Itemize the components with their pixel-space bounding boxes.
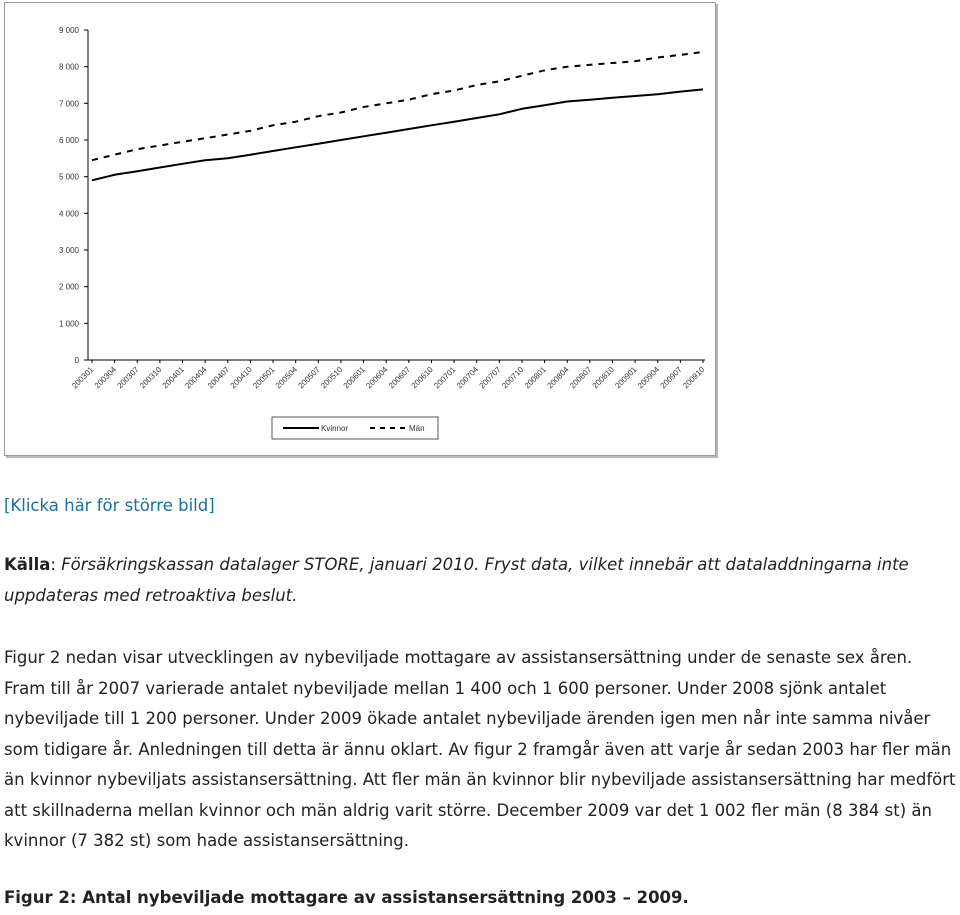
x-tick-label: 200807	[568, 365, 594, 391]
x-tick-label: 200801	[522, 365, 549, 391]
y-tick-label: 1 000	[58, 319, 79, 329]
x-axis	[70, 360, 707, 390]
series-line-man	[92, 52, 703, 160]
x-tick-label: 200301	[70, 365, 96, 391]
x-tick-label: 200407	[205, 365, 232, 391]
chart	[4, 2, 716, 456]
line-chart	[5, 3, 715, 455]
enlarge-image-link[interactable]: [Klicka här för större bild]	[4, 496, 215, 515]
legend-label-kvinnor: Kvinnor	[321, 424, 349, 433]
x-tick-label: 200901	[613, 365, 639, 391]
x-tick-label: 200607	[386, 365, 413, 391]
source-label: Källa	[4, 555, 51, 574]
x-tick-label: 200907	[658, 365, 684, 391]
x-tick-label: 200810	[590, 365, 616, 391]
legend	[272, 417, 438, 439]
x-tick-label: 200510	[319, 365, 345, 391]
x-tick-label: 200307	[115, 365, 141, 391]
x-tick-label: 200504	[273, 365, 300, 391]
series-lines	[92, 52, 703, 180]
y-tick-label: 9 000	[58, 26, 79, 35]
y-tick-label: 4 000	[58, 209, 79, 219]
series-line-kvinnor	[92, 89, 703, 180]
x-tick-label: 200404	[183, 365, 209, 391]
source-text: Försäkringskassan datalager STORE, januari 2010. Fryst data, vilket innebär att dataladdningarna inte uppdateras med retroaktiva beslut.	[4, 555, 909, 605]
x-tick-label: 200601	[341, 365, 367, 391]
body-paragraph: Figur 2 nedan visar utvecklingen av nybeviljade mottagare av assistansersättning under de senaste sex åren. Fram till år 2007 varierade antalet nybeviljade mellan 1 400 och 1 600 personer. Under 2008 sjönk antalet nybeviljade till 1 200 personer. Under 2009 ökade antalet nybeviljade ärenden igen men når inte samma nivåer som tidigare år. Anledningen till detta är ännu oklart. Av figur 2 framgår även att varje år sedan 2003 har fler män än kvinnor nybeviljats assistansersättning. Att fler män än kvinnor blir nybeviljade assistansersättning har medfört att skillnaderna mellan kvinnor och män aldrig varit större. December 2009 var det 1 002 fler män (8 384 st) än kvinnor (7 382 st) som hade assistansersättning.	[4, 648, 956, 850]
x-tick-label: 200707	[477, 365, 503, 391]
x-tick-label: 200701	[432, 365, 458, 391]
x-tick-label: 200704	[454, 365, 481, 391]
x-tick-label: 200610	[409, 365, 435, 391]
x-tick-label: 200310	[138, 365, 164, 391]
x-tick-label: 200604	[364, 365, 390, 391]
x-tick-label: 200410	[228, 365, 254, 391]
y-tick-label: 0	[74, 356, 79, 365]
y-tick-label: 6 000	[58, 136, 79, 145]
y-tick-label: 2 000	[58, 282, 79, 292]
x-tick-label: 200501	[251, 365, 277, 391]
source-separator: :	[50, 555, 62, 574]
x-tick-label: 200710	[500, 365, 526, 391]
x-tick-label: 200904	[635, 365, 662, 391]
y-tick-label: 8 000	[58, 62, 79, 72]
legend-label-man: Män	[409, 424, 425, 433]
y-tick-label: 3 000	[58, 246, 79, 255]
figure-caption: Figur 2: Antal nybeviljade mottagare av assistansersättning 2003 – 2009.	[4, 888, 689, 907]
x-tick-label: 200804	[545, 365, 571, 391]
x-tick-label: 200401	[160, 365, 186, 391]
y-axis	[59, 26, 88, 365]
y-tick-label: 7 000	[58, 99, 79, 109]
x-tick-label: 200507	[296, 365, 322, 391]
source-note	[4, 550, 956, 611]
x-tick-label: 200910	[681, 365, 707, 391]
y-tick-label: 5 000	[58, 172, 79, 182]
x-tick-label: 200304	[92, 365, 119, 391]
